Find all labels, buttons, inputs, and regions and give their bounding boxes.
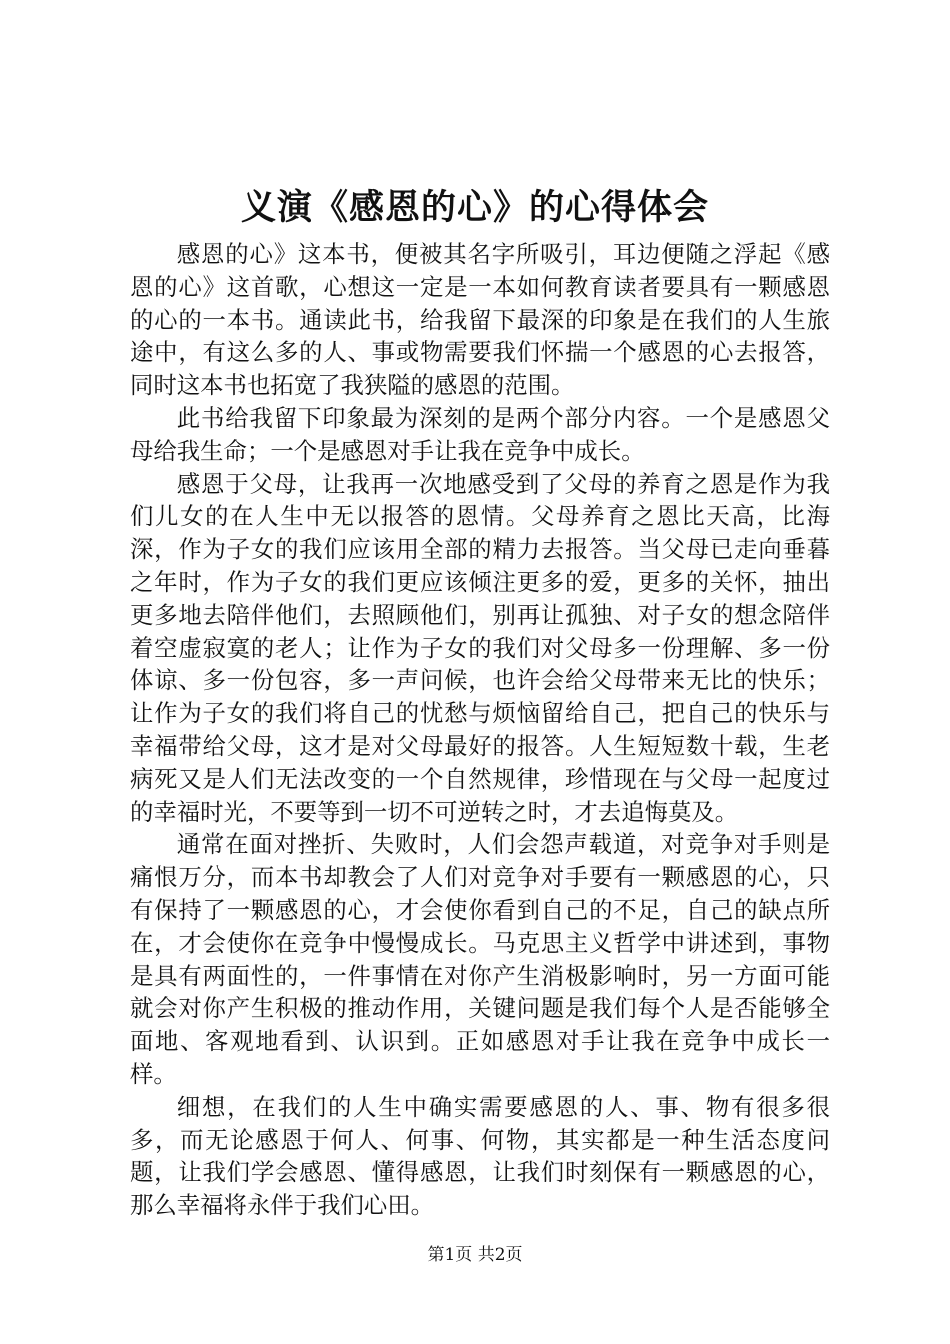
paragraph-3: 感恩于父母，让我再一次地感受到了父母的养育之恩是作为我们儿女的在人生中无以报答的恩情。父母养育之恩比天高，比海深，作为子女的我们应该用全部的精力去报答。当父母已走向垂暮之年时，作为子女的我们更应该倾注更多的爱，更多的关怀，抽出更多地去陪伴他们，去照顾他们，别再让孤独、对子女的想念陪伴着空虚寂寞的老人；让作为子女的我们对父母多一份理解、多一份体谅、多一份包容，多一声问候，也许会给父母带来无比的快乐；让作为子女的我们将自己的忧愁与烦恼留给自己，把自己的快乐与幸福带给父母，这才是对父母最好的报答。人生短短数十载，生老病死又是人们无法改变的一个自然规律，珍惜现在与父母一起度过的幸福时光，不要等到一切不可逆转之时，才去追悔莫及。	[130, 469, 830, 826]
paragraph-4: 通常在面对挫折、失败时，人们会怨声载道，对竞争对手则是痛恨万分，而本书却教会了人们对竞争对手要有一颗感恩的心，只有保持了一颗感恩的心，才会使你看到自己的不足，自己的缺点所在，才会使你在竞争中慢慢成长。马克思主义哲学中讲述到，事物是具有两面性的，一件事情在对你产生消极影响时，另一方面可能就会对你产生积极的推动作用，关键问题是我们每个人是否能够全面地、客观地看到、认识到。正如感恩对手让我在竞争中成长一样。	[130, 830, 830, 1088]
page-footer: 第1页 共2页	[427, 1245, 523, 1265]
paragraph-1: 感恩的心》这本书，便被其名字所吸引，耳边便随之浮起《感恩的心》这首歌，心想这一定是一本如何教育读者要具有一颗感恩的心的一本书。通读此书，给我留下最深的印象是在我们的人生旅途中，有这么多的人、事或物需要我们怀揣一个感恩的心去报答，同时这本书也拓宽了我狭隘的感恩的范围。	[130, 240, 830, 400]
document-body	[130, 238, 830, 1222]
paragraph-2: 此书给我留下印象最为深刻的是两个部分内容。一个是感恩父母给我生命；一个是感恩对手让我在竞争中成长。	[130, 403, 830, 465]
paragraph-5: 细想，在我们的人生中确实需要感恩的人、事、物有很多很多，而无论感恩于何人、何事、何物，其实都是一种生活态度问题，让我们学会感恩、懂得感恩，让我们时刻保有一颗感恩的心，那么幸福将永伴于我们心田。	[130, 1092, 830, 1220]
document-title: 义演《感恩的心》的心得体会	[240, 187, 709, 228]
